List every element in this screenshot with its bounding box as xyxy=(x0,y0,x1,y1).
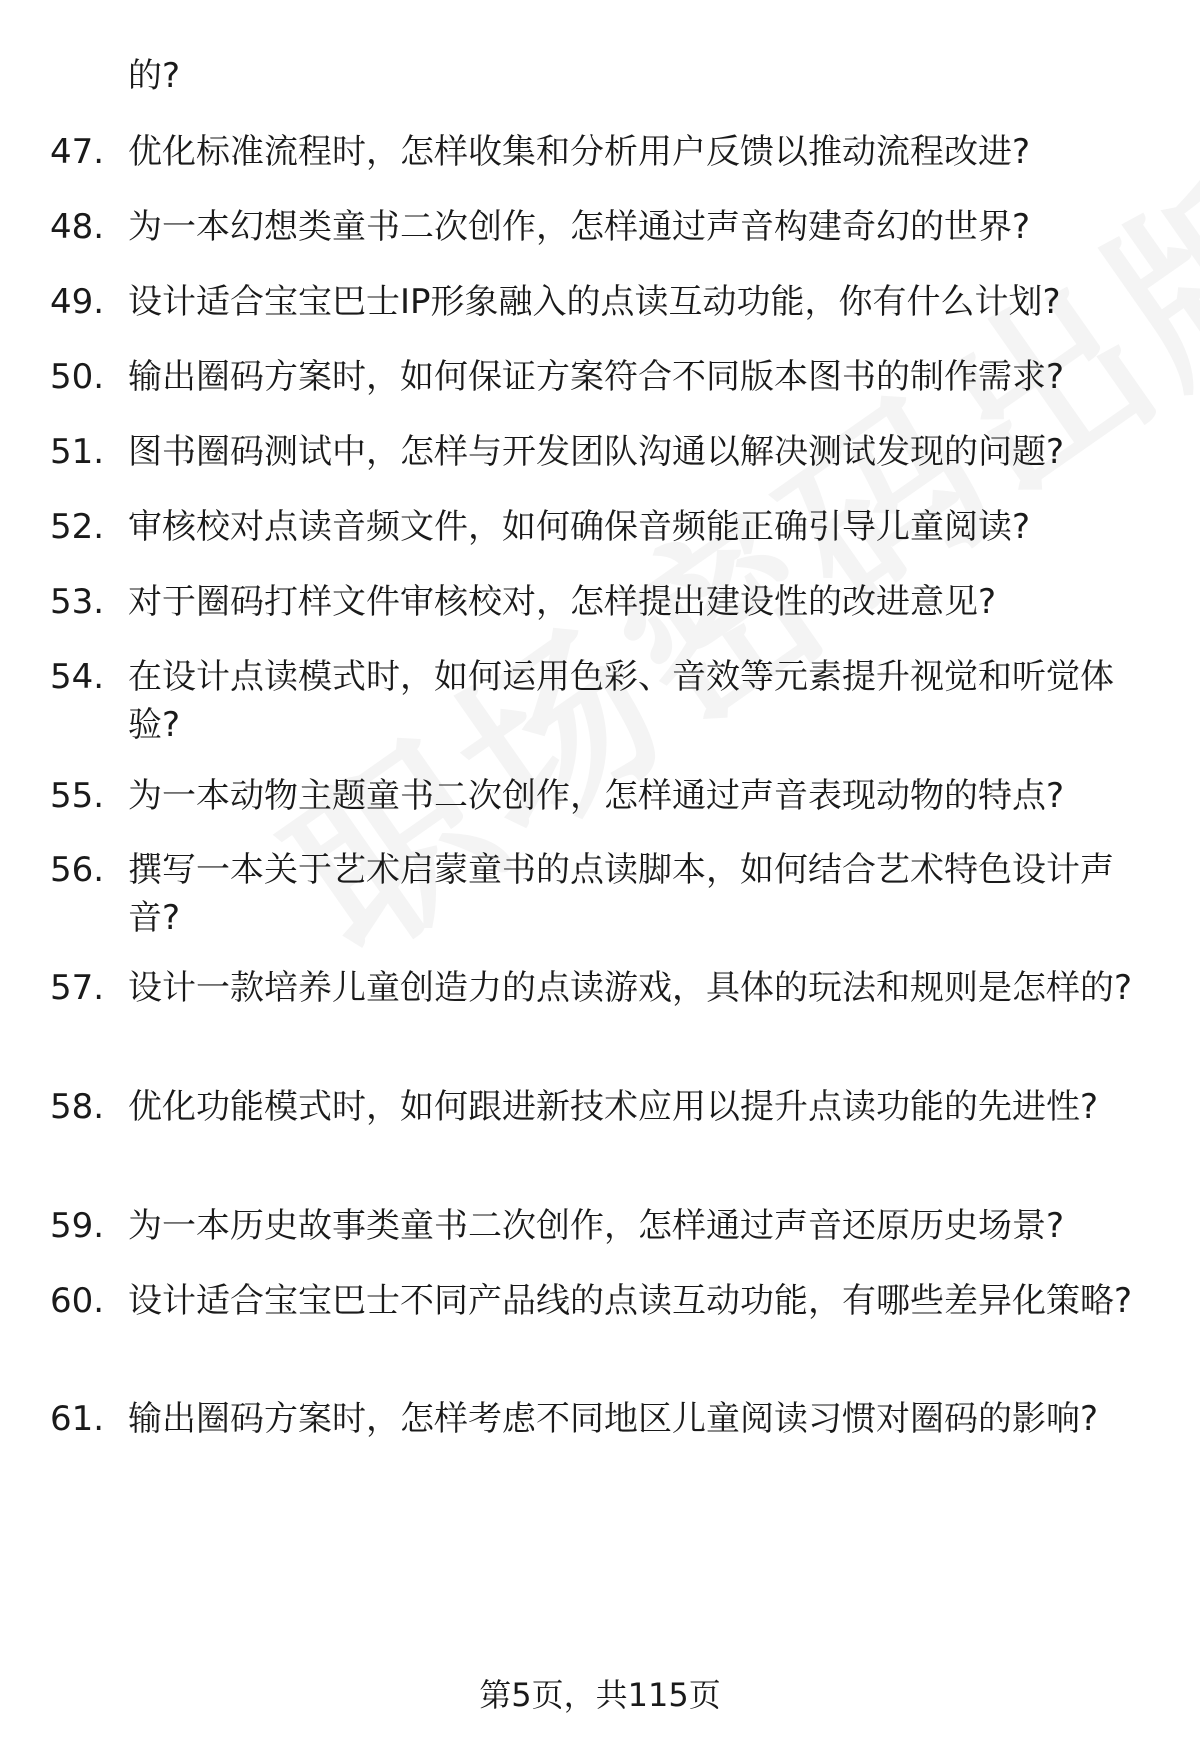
question-number: 60. xyxy=(50,1281,105,1321)
question-number: 59. xyxy=(50,1206,105,1246)
question-item xyxy=(50,772,1140,820)
question-number: 49. xyxy=(50,282,105,322)
question-item xyxy=(50,1202,1140,1250)
question-number: 53. xyxy=(50,582,105,622)
question-item xyxy=(50,203,1140,251)
question-text: 为一本历史故事类童书二次创作，怎样通过声音还原历史场景? xyxy=(128,1206,1065,1246)
question-number: 58. xyxy=(50,1087,105,1127)
question-item xyxy=(50,353,1140,401)
question-item xyxy=(50,1083,1140,1131)
question-number: 52. xyxy=(50,507,105,547)
question-text: 撰写一本关于艺术启蒙童书的点读脚本，如何结合艺术特色设计声音? xyxy=(128,850,1114,938)
question-item xyxy=(50,128,1140,176)
question-text: 优化标准流程时，怎样收集和分析用户反馈以推动流程改进? xyxy=(128,132,1031,172)
question-number: 47. xyxy=(50,132,105,172)
question-text: 为一本幻想类童书二次创作，怎样通过声音构建奇幻的世界? xyxy=(128,207,1031,247)
question-item xyxy=(50,846,1140,942)
question-number: 55. xyxy=(50,776,105,816)
question-text: 输出圈码方案时，如何保证方案符合不同版本图书的制作需求? xyxy=(128,357,1065,397)
question-number: 57. xyxy=(50,968,105,1008)
question-text: 图书圈码测试中，怎样与开发团队沟通以解决测试发现的问题? xyxy=(128,432,1065,472)
question-number: 50. xyxy=(50,357,105,397)
question-item xyxy=(50,578,1140,626)
question-text: 输出圈码方案时，怎样考虑不同地区儿童阅读习惯对圈码的影响? xyxy=(128,1399,1099,1439)
question-item xyxy=(50,52,1140,100)
question-text: 设计一款培养儿童创造力的点读游戏，具体的玩法和规则是怎样的? xyxy=(128,968,1133,1008)
question-text: 为一本动物主题童书二次创作，怎样通过声音表现动物的特点? xyxy=(128,776,1065,816)
question-text: 设计适合宝宝巴士不同产品线的点读互动功能，有哪些差异化策略? xyxy=(128,1281,1133,1321)
question-number: 54. xyxy=(50,657,105,697)
question-text: 在设计点读模式时，如何运用色彩、音效等元素提升视觉和听觉体验? xyxy=(128,657,1114,745)
question-text: 设计适合宝宝巴士IP形象融入的点读互动功能，你有什么计划? xyxy=(128,282,1061,322)
question-number: 51. xyxy=(50,432,105,472)
question-text: 优化功能模式时，如何跟进新技术应用以提升点读功能的先进性? xyxy=(128,1087,1099,1127)
question-text: 的? xyxy=(128,56,181,96)
question-item xyxy=(50,503,1140,551)
question-number: 61. xyxy=(50,1399,105,1439)
question-item xyxy=(50,1395,1140,1443)
question-text: 对于圈码打样文件审核校对，怎样提出建设性的改进意见? xyxy=(128,582,997,622)
question-item xyxy=(50,964,1140,1012)
question-number: 56. xyxy=(50,850,105,890)
question-item xyxy=(50,1277,1140,1325)
question-item xyxy=(50,428,1140,476)
question-text: 审核校对点读音频文件，如何确保音频能正确引导儿童阅读? xyxy=(128,507,1031,547)
question-item xyxy=(50,653,1140,749)
page-footer: 第5页，共115页 xyxy=(479,1676,721,1714)
question-number: 48. xyxy=(50,207,105,247)
question-item xyxy=(50,278,1140,326)
